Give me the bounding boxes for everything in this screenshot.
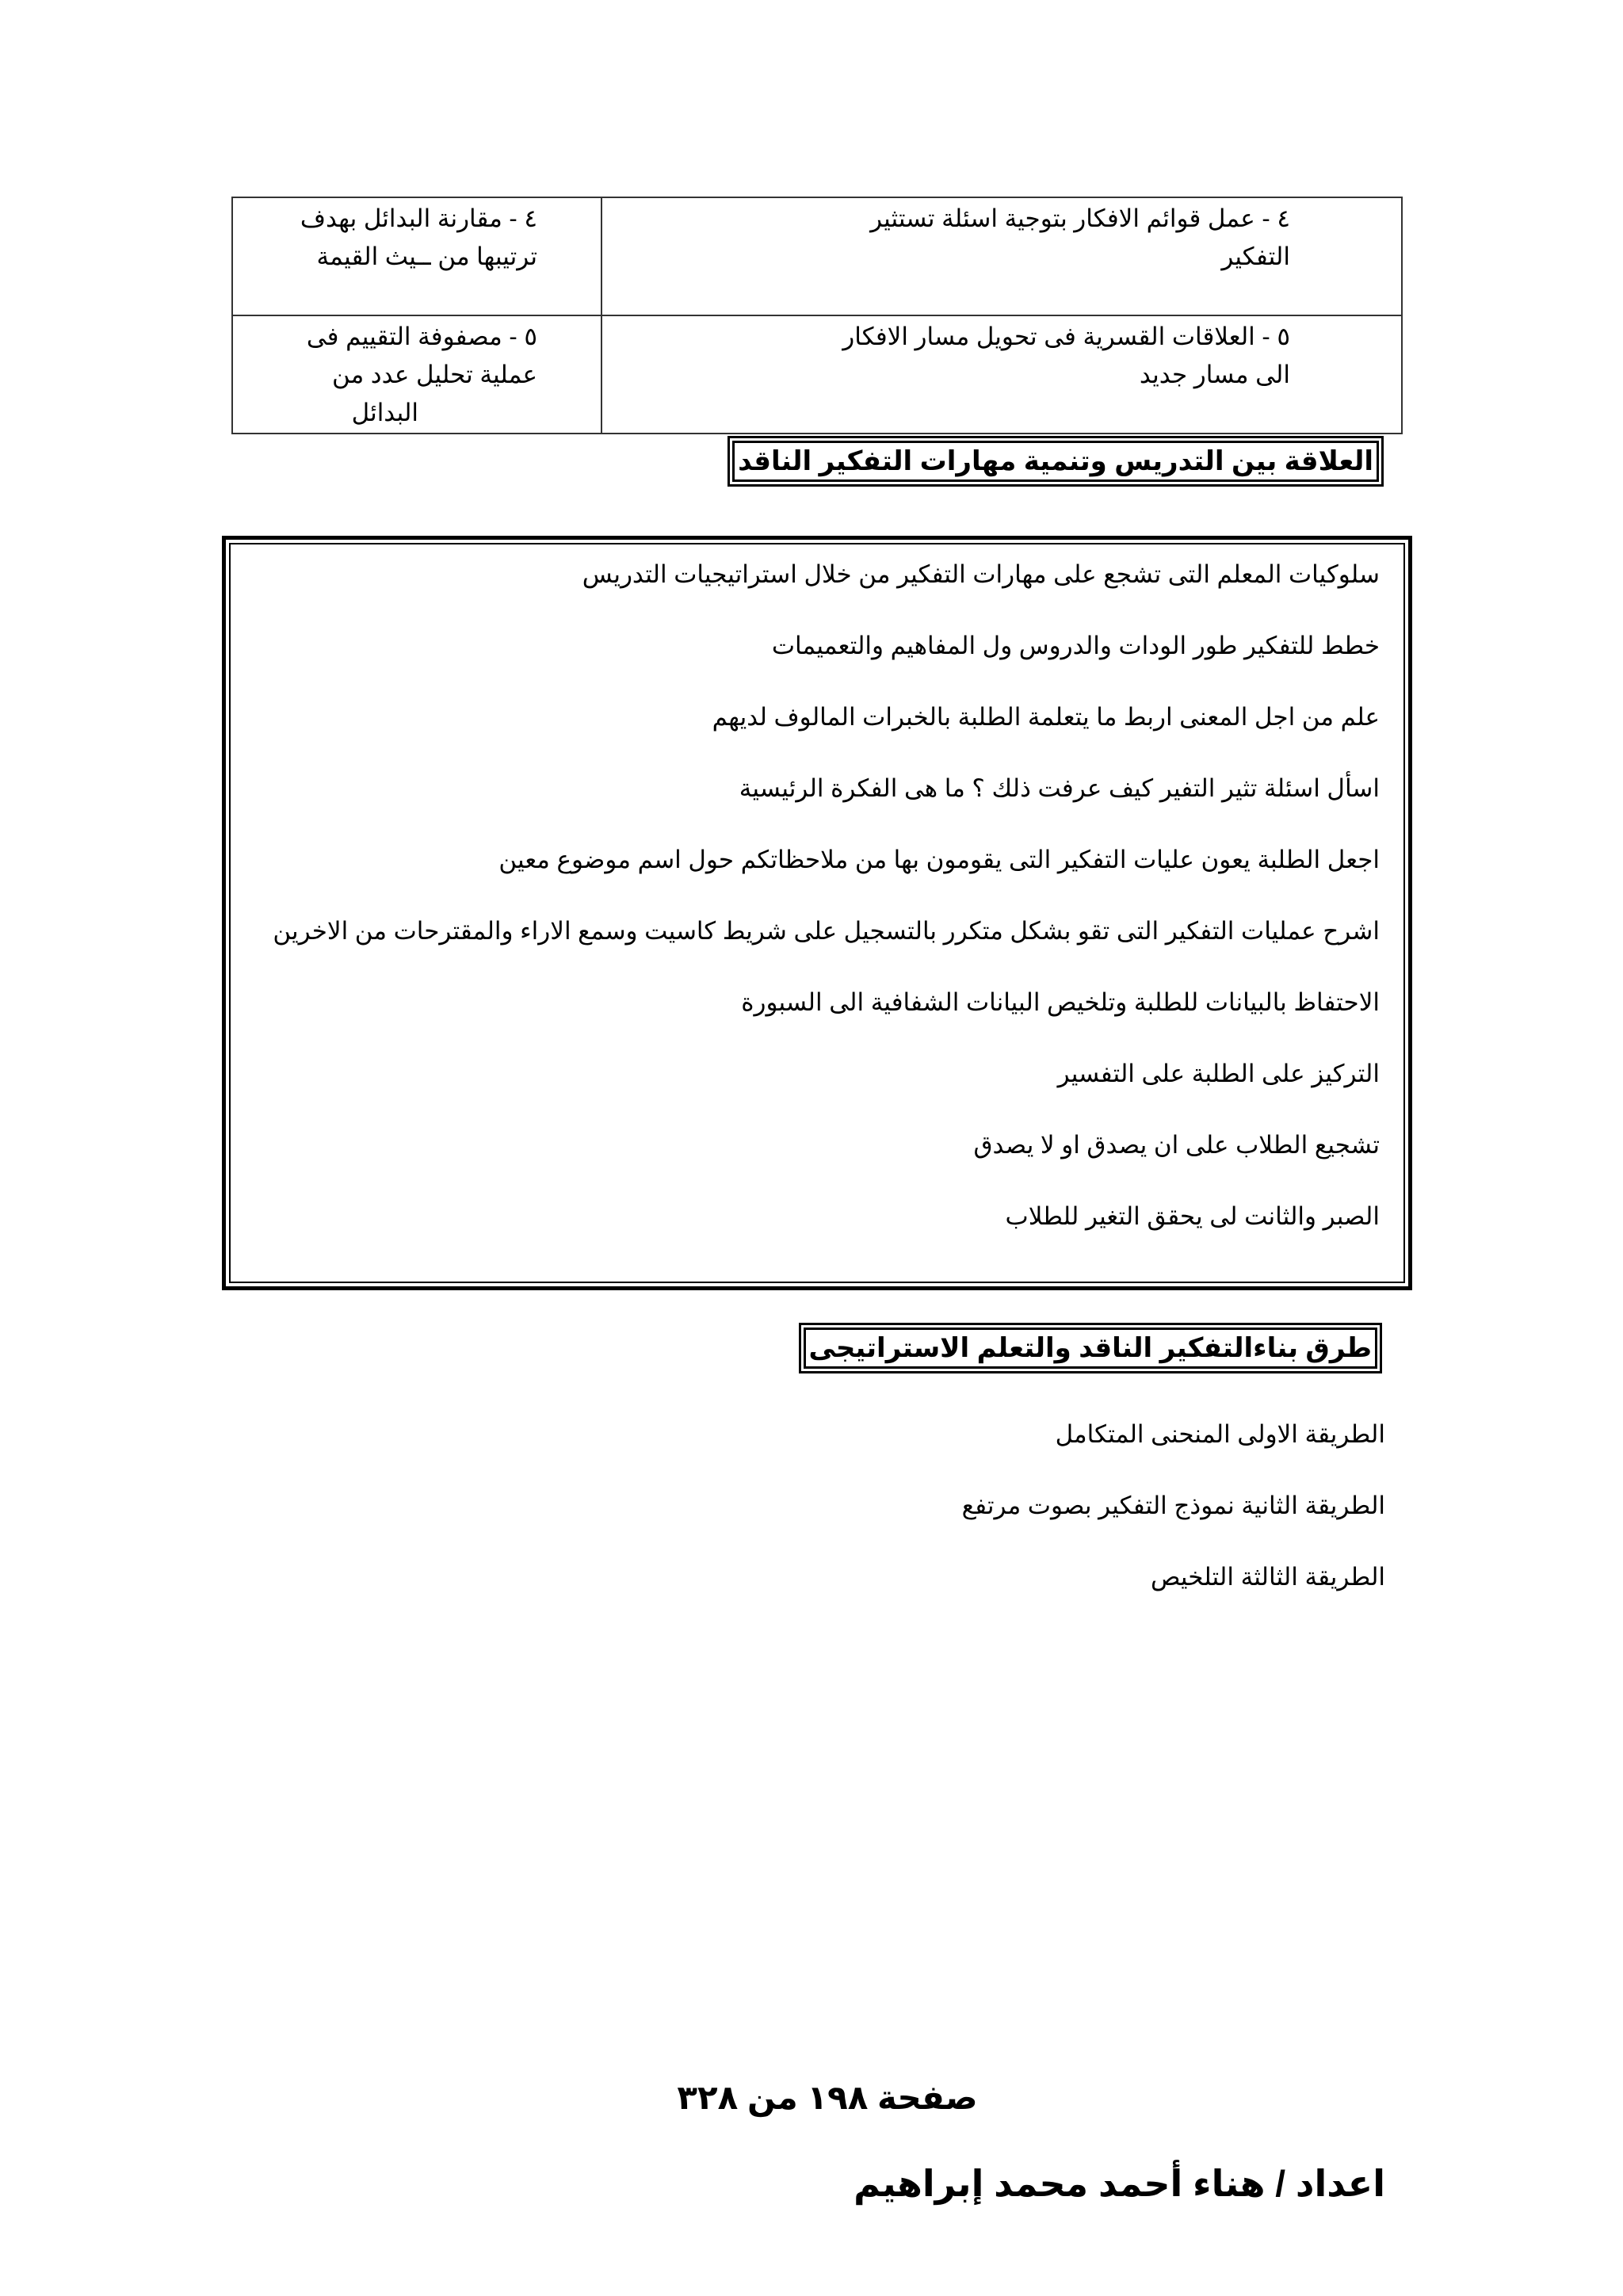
methods-list — [672, 1415, 1385, 1629]
teacher-behaviors-list — [229, 543, 1405, 1283]
list-item: التركيز على الطلبة على التفسير — [1057, 1060, 1380, 1087]
table-cell — [232, 197, 601, 315]
list-item: الصبر والثانت لى يحقق التغير للطلاب — [1005, 1202, 1380, 1230]
table-cell — [601, 197, 1402, 315]
list-item: تشجيع الطلاب على ان يصدق او لا يصدق — [973, 1131, 1380, 1159]
list-item: الطريقة الثانية نموذج التفكير بصوت مرتفع — [961, 1492, 1385, 1519]
table-row — [232, 197, 1402, 315]
table-cell — [601, 315, 1402, 434]
list-item: اشرح عمليات التفكير التى تقو بشكل متكرر بالتسجيل على شريط كاسيت وسمع الاراء والمقترحات من الاخرين — [273, 917, 1380, 945]
cell-line: ٥ - العلاقات القسرية فى تحويل مسار الافكار — [842, 323, 1290, 350]
cell-line: ٥ - مصفوفة التقييم فى عملية تحليل عدد من — [306, 323, 537, 388]
page-number-text: صفحة ١٩٨ من ٣٢٨ — [677, 2079, 978, 2116]
list-item: سلوكيات المعلم التى تشجع على مهارات التفكير من خلال استراتيجيات التدريس — [582, 560, 1380, 588]
table-cell — [232, 315, 601, 434]
table-row — [232, 315, 1402, 434]
cell-line: ٤ - مقارنة البدائل بهدف ترتيبها من ــيث القيمة — [300, 204, 537, 270]
section-heading-box — [727, 436, 1384, 487]
section-heading: العلاقة بين التدريس وتنمية مهارات التفكير الناقد — [732, 441, 1379, 482]
section-heading: طرق بناءالتفكير الناقد والتعلم الاستراتيجى — [804, 1328, 1378, 1369]
teacher-behaviors-box — [222, 536, 1412, 1290]
section-heading-box — [799, 1323, 1383, 1373]
cell-line: الى مسار جديد — [1139, 361, 1290, 388]
list-item: علم من اجل المعنى اربط ما يتعلمة الطلبة بالخبرات المالوف لديهم — [712, 703, 1380, 731]
list-item: اجعل الطلبة يعون عليات التفكير التى يقومون بها من ملاحظاتكم حول اسم موضوع معين — [498, 846, 1380, 873]
list-item: اسأل اسئلة تثير التفير كيف عرفت ذلك ؟ ما هى الفكرة الرئيسية — [739, 774, 1380, 802]
list-item: الطريقة الاولى المنحنى المتكامل — [1055, 1420, 1385, 1448]
page-number — [0, 2078, 1623, 2117]
cell-line: ٤ - عمل قوائم الافكار بتوجية اسئلة تستثير — [870, 204, 1290, 232]
author-credit: اعداد / هناء أحمد محمد إبراهيم — [854, 2163, 1385, 2204]
cell-line: البدائل — [351, 399, 418, 426]
list-item: الاحتفاظ بالبيانات للطلبة وتلخيص البيانات الشفافية الى السبورة — [741, 988, 1380, 1016]
list-item: الطريقة الثالثة التلخيص — [1150, 1563, 1385, 1591]
comparison-table — [231, 197, 1403, 434]
cell-line: التفكير — [1221, 243, 1290, 270]
list-item: خطط للتفكير طور الودات والدروس ول المفاهيم والتعميمات — [771, 632, 1380, 659]
